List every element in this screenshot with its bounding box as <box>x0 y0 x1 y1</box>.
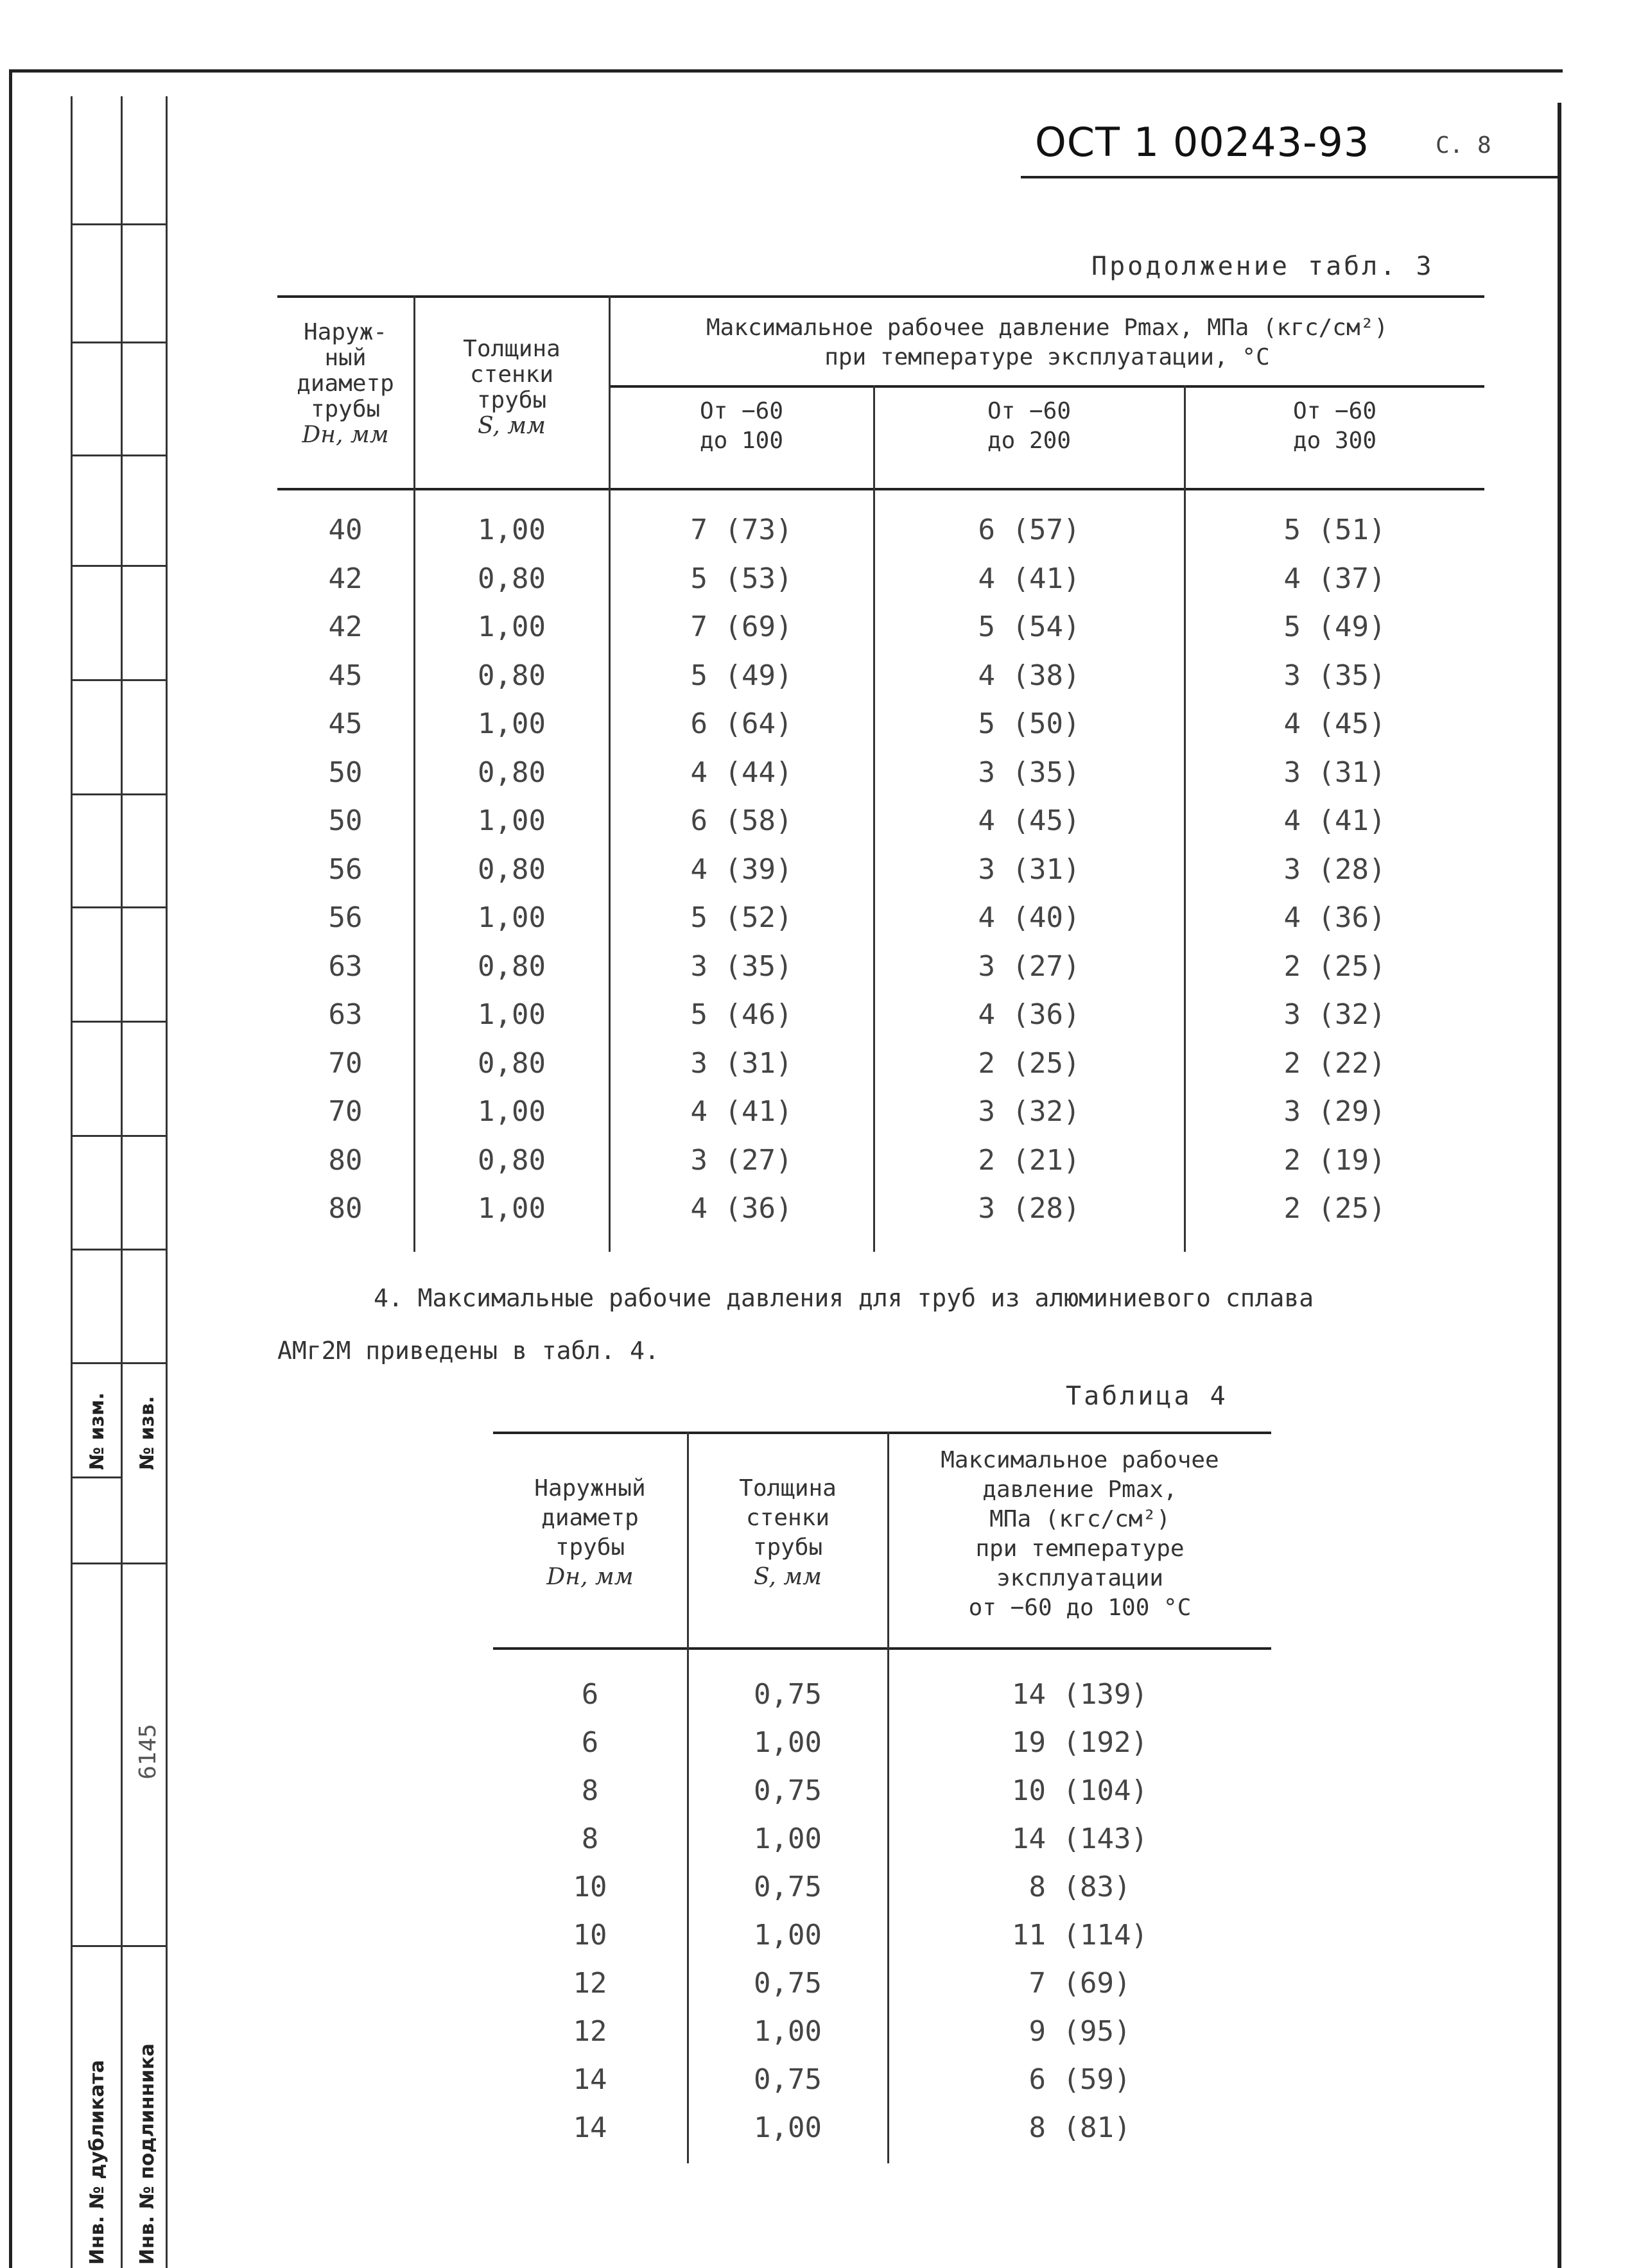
table3-cell: 0,80 <box>478 949 546 983</box>
table3-caption: Продолжение табл. 3 <box>1091 252 1434 281</box>
table4-cell: 1,00 <box>754 1919 822 1952</box>
table4-cell: 8 (81) <box>1029 2111 1131 2144</box>
table4-cell: 8 (83) <box>1029 1871 1131 1903</box>
table3-cell: 7 (73) <box>690 514 793 546</box>
table3-cell: 4 (36) <box>1283 901 1386 934</box>
table3-cell: 2 (25) <box>978 1046 1081 1080</box>
header-underline <box>1021 176 1561 178</box>
table3-cell: 42 <box>328 610 363 643</box>
table3-cell: 3 (35) <box>978 756 1081 789</box>
table4-cell: 14 (139) <box>1012 1678 1148 1711</box>
table3-cell: 2 (19) <box>1283 1143 1386 1177</box>
table3-cell: 1,00 <box>478 1095 546 1128</box>
table3-cell: 3 (31) <box>690 1046 793 1080</box>
table3-cell: 1,00 <box>478 610 546 643</box>
table3-cell: 50 <box>328 804 363 837</box>
table3-cell: 4 (44) <box>690 756 793 789</box>
change-number-label: № изм. <box>86 1392 109 1470</box>
table3-cell: 45 <box>328 707 363 740</box>
table3-cell: 0,80 <box>478 756 546 789</box>
table3-cell: 5 (50) <box>978 707 1081 740</box>
table3-cell: 63 <box>328 998 363 1031</box>
table3-cell: 3 (31) <box>978 853 1081 886</box>
table4-cell: 0,75 <box>754 2063 822 2096</box>
table3-cell: 1,00 <box>478 707 546 740</box>
table3-cell: 56 <box>328 853 363 886</box>
table3-cell: 1,00 <box>478 1192 546 1225</box>
frame-top-border <box>9 69 1563 73</box>
table3-cell: 3 (31) <box>1283 756 1386 789</box>
table3-cell: 70 <box>328 1046 363 1080</box>
table3-cell: 6 (64) <box>690 707 793 740</box>
table3-cell: 0,80 <box>478 1143 546 1177</box>
paragraph-line-2: АМг2М приведены в табл. 4. <box>277 1337 659 1365</box>
table4-cell: 6 <box>581 1678 599 1711</box>
table3-cell: 5 (49) <box>1283 610 1386 643</box>
table4-cell: 14 (143) <box>1012 1822 1148 1855</box>
table3-cell: 5 (52) <box>690 901 793 934</box>
table3-cell: 40 <box>328 514 363 546</box>
table3-cell: 4 (41) <box>1283 804 1386 837</box>
table3-cell: 50 <box>328 756 363 789</box>
original-inv-label: Инв. № подлинника <box>136 2043 159 2265</box>
table3-cell: 70 <box>328 1095 363 1128</box>
table3-cell: 6 (58) <box>690 804 793 837</box>
table3-cell: 0,80 <box>478 1046 546 1080</box>
table3-cell: 3 (28) <box>1283 853 1386 886</box>
document-code: ОСТ 1 00243-93 <box>1035 119 1370 166</box>
table3-cell: 4 (36) <box>978 998 1081 1031</box>
table3-cell: 1,00 <box>478 804 546 837</box>
table3-cell: 80 <box>328 1143 363 1177</box>
table3-header-range-100: От −60 до 100 <box>699 398 784 454</box>
frame-right-border <box>1558 103 1561 2268</box>
table3-cell: 4 (41) <box>690 1095 793 1128</box>
table3-cell: 63 <box>328 949 363 983</box>
table4-cell: 14 <box>573 2063 607 2096</box>
table3-cell: 5 (53) <box>690 562 793 595</box>
table3-cell: 3 (32) <box>978 1095 1081 1128</box>
table4-header-diameter: Наружный диаметр трубы Dн, мм <box>534 1475 646 1590</box>
table3-cell: 4 (45) <box>978 804 1081 837</box>
table3-cell: 4 (45) <box>1283 707 1386 740</box>
table3-cell: 4 (40) <box>978 901 1081 934</box>
table4-cell: 7 (69) <box>1029 1967 1131 2000</box>
table4-cell: 9 (95) <box>1029 2015 1131 2048</box>
table3-cell: 0,80 <box>478 853 546 886</box>
table3-cell: 1,00 <box>478 901 546 934</box>
table3-cell: 3 (29) <box>1283 1095 1386 1128</box>
table3-cell: 2 (25) <box>1283 1192 1386 1225</box>
table4-cell: 0,75 <box>754 1967 822 2000</box>
table3-header-wall: Толщина стенки трубы S, мм <box>463 336 560 439</box>
table4-cell: 10 <box>573 1871 607 1903</box>
notice-number-label: № изв. <box>136 1396 159 1470</box>
table4-cell: 0,75 <box>754 1774 822 1807</box>
table3-cell: 45 <box>328 659 363 692</box>
table3-cell: 1,00 <box>478 514 546 546</box>
table3-cell: 3 (35) <box>690 949 793 983</box>
table3-cell: 3 (27) <box>690 1143 793 1177</box>
table3-cell: 80 <box>328 1192 363 1225</box>
table4-cell: 6 <box>581 1726 599 1759</box>
table3-cell: 2 (22) <box>1283 1046 1386 1080</box>
table3-cell: 4 (37) <box>1283 562 1386 595</box>
frame-left-border <box>9 69 12 2268</box>
table4-cell: 0,75 <box>754 1678 822 1711</box>
paragraph-line-1: 4. Максимальные рабочие давления для труб из алюминиевого сплава <box>374 1284 1314 1312</box>
table4-header-wall: Толщина стенки трубы S, мм <box>739 1475 837 1590</box>
table4-cell: 6 (59) <box>1029 2063 1131 2096</box>
table3-cell: 4 (38) <box>978 659 1081 692</box>
table3-cell: 42 <box>328 562 363 595</box>
table4-cell: 1,00 <box>754 1726 822 1759</box>
table3-cell: 1,00 <box>478 998 546 1031</box>
table3-cell: 4 (39) <box>690 853 793 886</box>
table3-cell: 5 (51) <box>1283 514 1386 546</box>
table4-cell: 12 <box>573 1967 607 2000</box>
table3-cell: 0,80 <box>478 659 546 692</box>
table3-cell: 7 (69) <box>690 610 793 643</box>
table4-cell: 12 <box>573 2015 607 2048</box>
table3-header-diameter: Наруж- ный диаметр трубы Dн, мм <box>297 319 394 448</box>
table4-cell: 10 <box>573 1919 607 1952</box>
table4-header-pressure: Максимальное рабочее давление Pmax, МПа (кгс/см²) при температуре эксплуатации от −60 до 100 °С <box>941 1447 1219 1621</box>
table3-cell: 5 (46) <box>690 998 793 1031</box>
table3-cell: 56 <box>328 901 363 934</box>
table3-cell: 5 (54) <box>978 610 1081 643</box>
table3-cell: 2 (21) <box>978 1143 1081 1177</box>
table3-header-range-200: От −60 до 200 <box>987 398 1072 454</box>
table3-cell: 3 (32) <box>1283 998 1386 1031</box>
table3-cell: 5 (49) <box>690 659 793 692</box>
table4-cell: 1,00 <box>754 1822 822 1855</box>
table3-cell: 4 (36) <box>690 1192 793 1225</box>
table4-cell: 8 <box>581 1822 599 1855</box>
page-number: С. 8 <box>1436 132 1491 159</box>
table4-cell: 14 <box>573 2111 607 2144</box>
table4-cell: 8 <box>581 1774 599 1807</box>
table4-caption: Таблица 4 <box>1066 1381 1228 1411</box>
table3-header-pressure: Максимальное рабочее давление Pmax, МПа (кгс/см²) при температуре эксплуатации, °С <box>706 315 1389 370</box>
table3-cell: 6 (57) <box>978 514 1081 546</box>
table3-cell: 3 (35) <box>1283 659 1386 692</box>
table4-cell: 1,00 <box>754 2111 822 2144</box>
table4-cell: 19 (192) <box>1012 1726 1148 1759</box>
table3-cell: 0,80 <box>478 562 546 595</box>
duplicate-inv-label: Инв. № дубликата <box>86 2059 109 2265</box>
table4-cell: 11 (114) <box>1012 1919 1148 1952</box>
table3-cell: 3 (28) <box>978 1192 1081 1225</box>
table3-cell: 4 (41) <box>978 562 1081 595</box>
inventory-number: 6145 <box>135 1724 161 1779</box>
table4-cell: 1,00 <box>754 2015 822 2048</box>
table4-cell: 0,75 <box>754 1871 822 1903</box>
table4-cell: 10 (104) <box>1012 1774 1148 1807</box>
table3-header-range-300: От −60 до 300 <box>1292 398 1377 454</box>
table3-cell: 2 (25) <box>1283 949 1386 983</box>
table3-cell: 3 (27) <box>978 949 1081 983</box>
